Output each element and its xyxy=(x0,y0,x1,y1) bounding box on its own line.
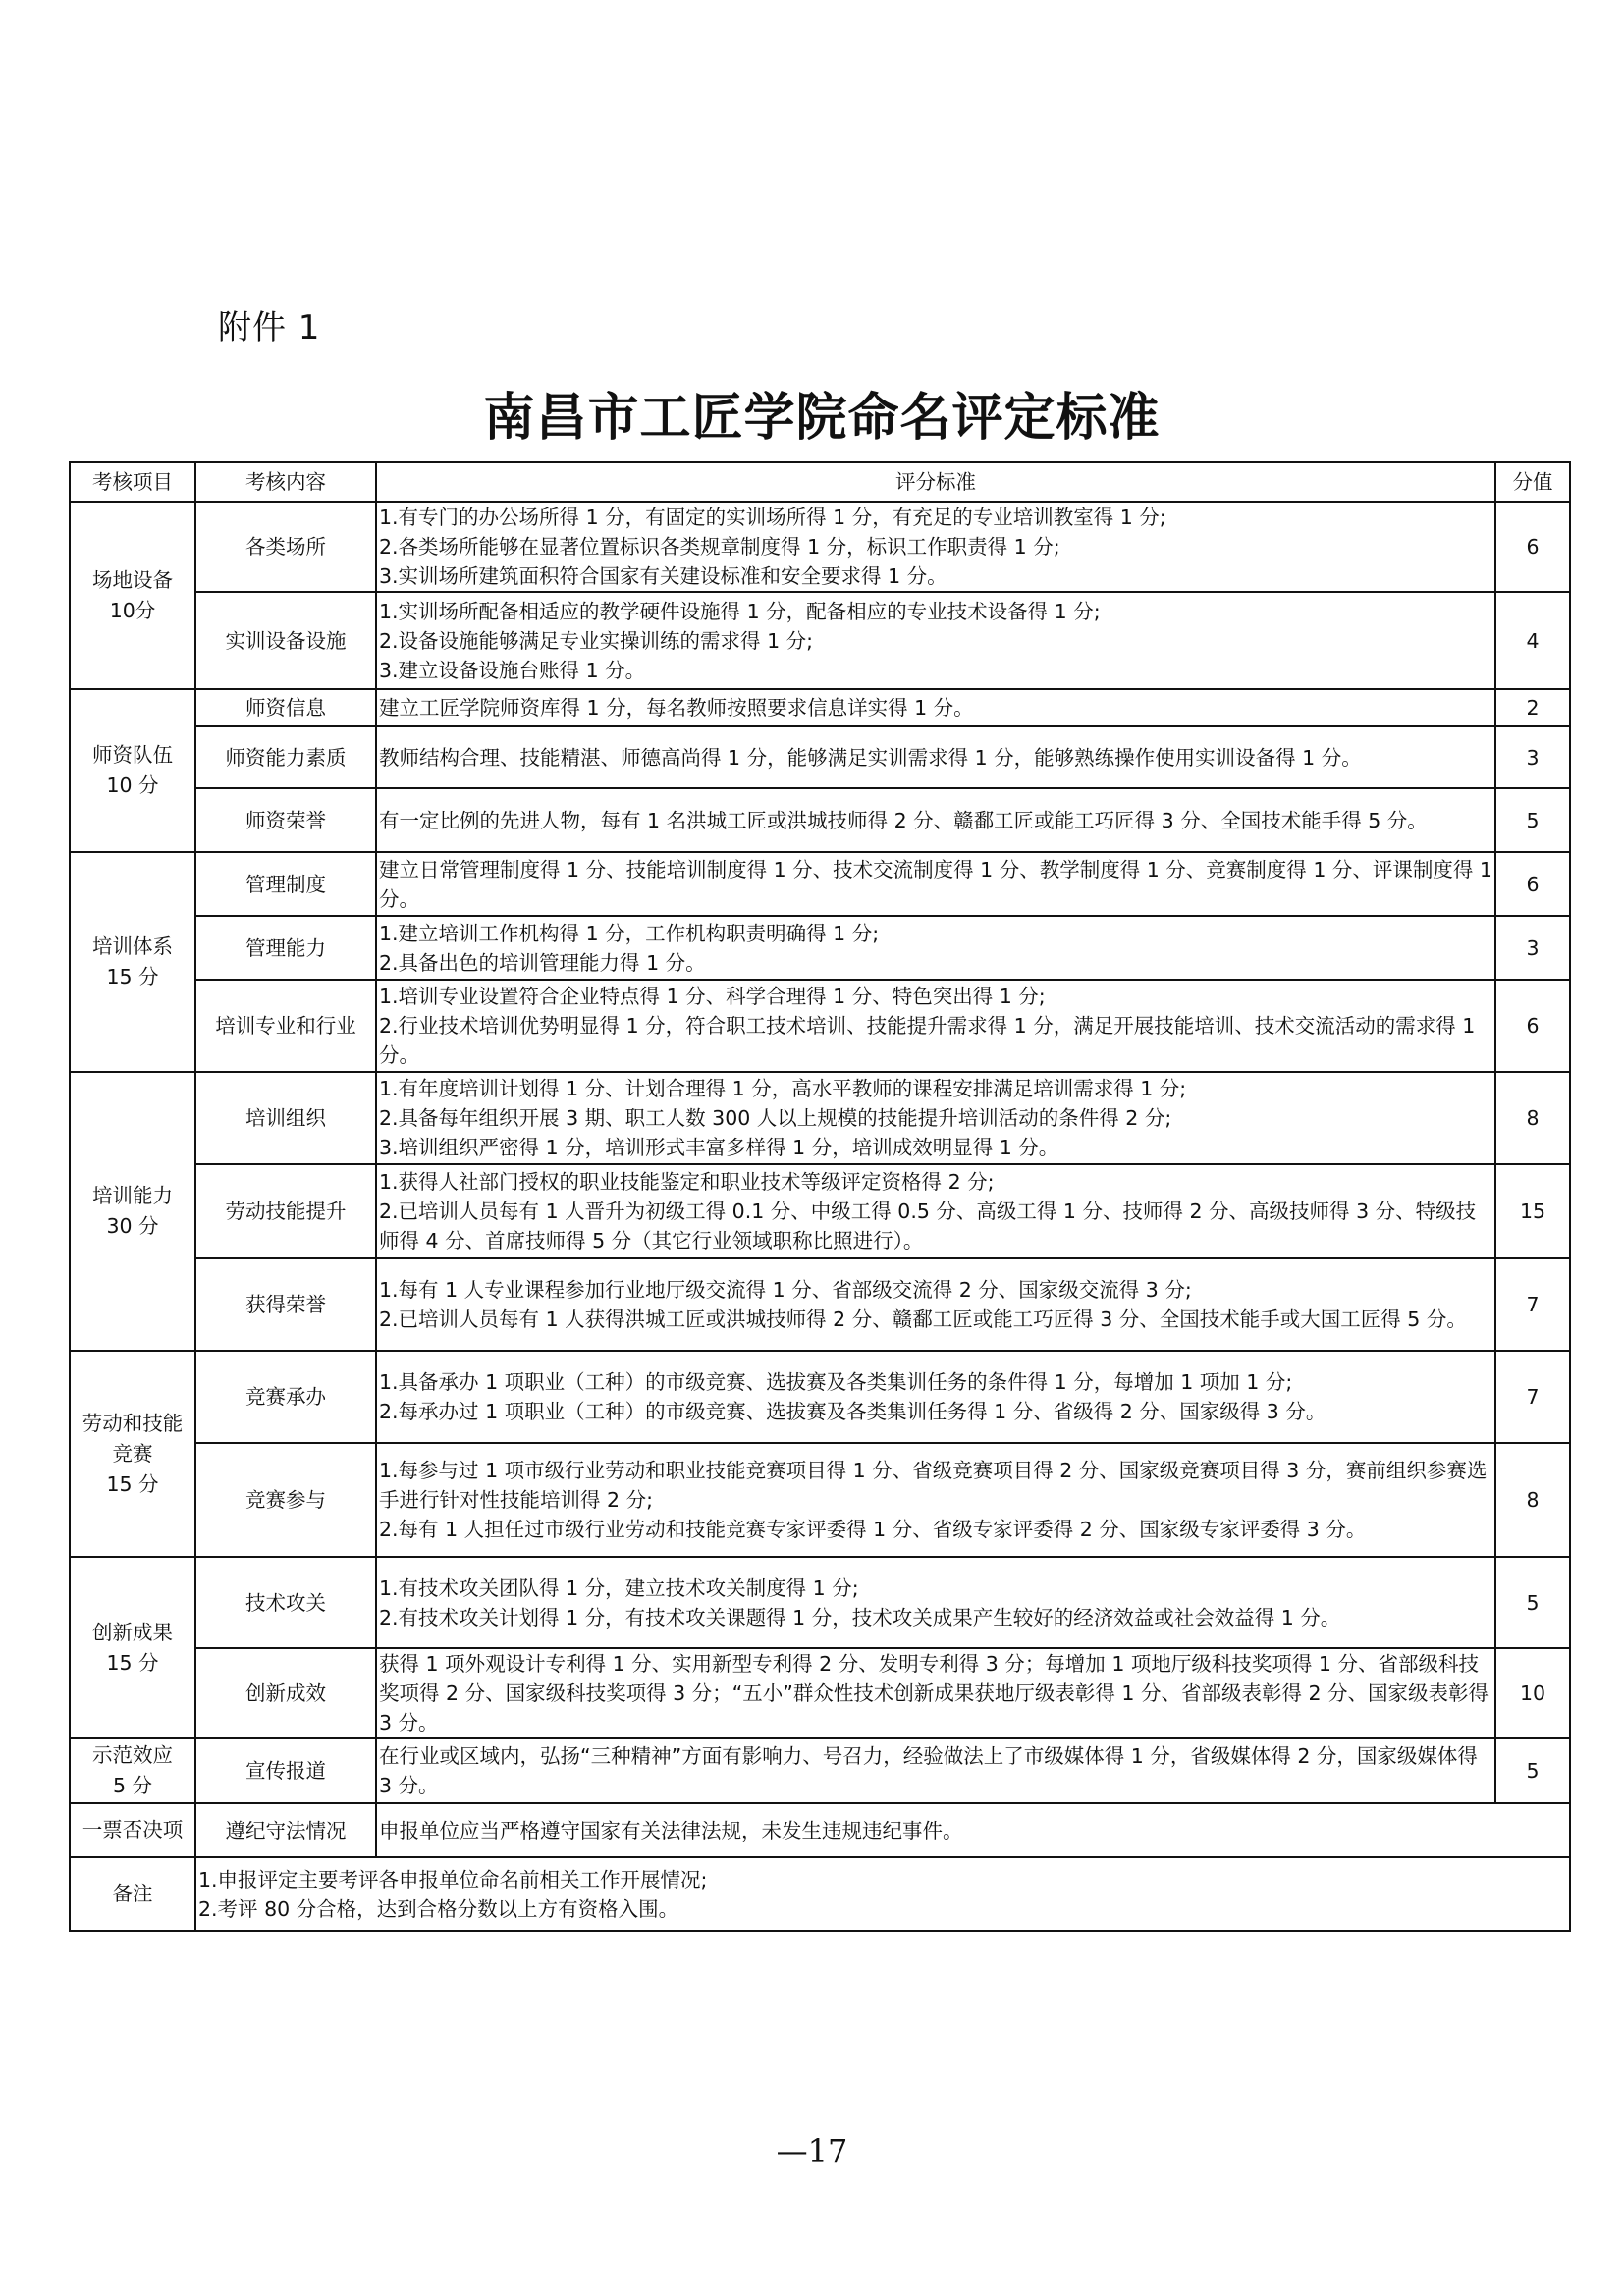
category-cell: 培训体系 15 分 xyxy=(70,852,195,1072)
table-row xyxy=(70,1738,1570,1803)
standard-cell: 有一定比例的先进人物，每有 1 名洪城工匠或洪城技师得 2 分、赣鄱工匠或能工巧匠得 3 分、全国技术能手得 5 分。 xyxy=(376,788,1495,852)
category-cell: 师资队伍 10 分 xyxy=(70,689,195,852)
table-row xyxy=(70,689,1570,726)
standard-cell: 建立日常管理制度得 1 分、技能培训制度得 1 分、技术交流制度得 1 分、教学制度得 1 分、竞赛制度得 1 分、评课制度得 1 分。 xyxy=(376,852,1495,916)
item-cell: 获得荣誉 xyxy=(195,1258,376,1351)
veto-item-cell: 遵纪守法情况 xyxy=(195,1803,376,1857)
score-cell: 5 xyxy=(1495,788,1570,852)
score-cell: 2 xyxy=(1495,689,1570,726)
score-cell: 3 xyxy=(1495,916,1570,980)
table-row xyxy=(70,788,1570,852)
score-cell: 7 xyxy=(1495,1258,1570,1351)
table-row xyxy=(70,592,1570,689)
table-row xyxy=(70,726,1570,788)
attachment-label: 附件 1 xyxy=(218,308,321,347)
standard-cell: 1.培训专业设置符合企业特点得 1 分、科学合理得 1 分、特色突出得 1 分; 2.行业技术培训优势明显得 1 分，符合职工技术培训、技能提升需求得 1 分，满足开展技能培训、技术交流活动的需求得 1 分。 xyxy=(376,980,1495,1072)
score-cell: 8 xyxy=(1495,1443,1570,1557)
score-cell: 15 xyxy=(1495,1164,1570,1258)
column-header-standard: 评分标准 xyxy=(376,462,1495,502)
item-cell: 培训组织 xyxy=(195,1072,376,1164)
standard-cell: 1.建立培训工作机构得 1 分，工作机构职责明确得 1 分; 2.具备出色的培训管理能力得 1 分。 xyxy=(376,916,1495,980)
score-cell: 6 xyxy=(1495,980,1570,1072)
page-number: —17 xyxy=(776,2132,848,2169)
table-row xyxy=(70,980,1570,1072)
column-header-score: 分值 xyxy=(1495,462,1570,502)
column-header-category: 考核项目 xyxy=(70,462,195,502)
score-cell: 4 xyxy=(1495,592,1570,689)
column-header-item: 考核内容 xyxy=(195,462,376,502)
standard-cell: 1.每参与过 1 项市级行业劳动和职业技能竞赛项目得 1 分、省级竞赛项目得 2 分、国家级竞赛项目得 3 分，赛前组织参赛选手进行针对性技能培训得 2 分; 2.每有 1 人担任过市级行业劳动和技能竞赛专家评委得 1 分、省级专家评委得 2 分、国家级专家评委得 3 分。 xyxy=(376,1443,1495,1557)
item-cell: 师资能力素质 xyxy=(195,726,376,788)
standard-cell: 在行业或区域内，弘扬“三种精神”方面有影响力、号召力，经验做法上了市级媒体得 1 分，省级媒体得 2 分，国家级媒体得 3 分。 xyxy=(376,1738,1495,1803)
item-cell: 实训设备设施 xyxy=(195,592,376,689)
veto-row xyxy=(70,1803,1570,1857)
veto-standard-cell: 申报单位应当严格遵守国家有关法律法规，未发生违规违纪事件。 xyxy=(376,1803,1570,1857)
standard-cell: 1.有专门的办公场所得 1 分，有固定的实训场所得 1 分，有充足的专业培训教室得 1 分; 2.各类场所能够在显著位置标识各类规章制度得 1 分，标识工作职责得 1 分; 3.实训场所建筑面积符合国家有关建设标准和安全要求得 1 分。 xyxy=(376,502,1495,592)
item-cell: 各类场所 xyxy=(195,502,376,592)
item-cell: 技术攻关 xyxy=(195,1557,376,1648)
item-cell: 管理制度 xyxy=(195,852,376,916)
category-cell: 示范效应 5 分 xyxy=(70,1738,195,1803)
document-title: 南昌市工匠学院命名评定标准 xyxy=(483,388,1161,448)
standard-cell: 教师结构合理、技能精湛、师德高尚得 1 分，能够满足实训需求得 1 分，能够熟练操作使用实训设备得 1 分。 xyxy=(376,726,1495,788)
category-cell: 场地设备 10分 xyxy=(70,502,195,689)
table-row xyxy=(70,1258,1570,1351)
item-cell: 竞赛参与 xyxy=(195,1443,376,1557)
standard-cell: 1.有技术攻关团队得 1 分，建立技术攻关制度得 1 分; 2.有技术攻关计划得 1 分，有技术攻关课题得 1 分，技术攻关成果产生较好的经济效益或社会效益得 1 分。 xyxy=(376,1557,1495,1648)
standard-cell: 1.每有 1 人专业课程参加行业地厅级交流得 1 分、省部级交流得 2 分、国家级交流得 3 分; 2.已培训人员每有 1 人获得洪城工匠或洪城技师得 2 分、赣鄱工匠或能工巧匠得 3 分、全国技术能手或大国工匠得 5 分。 xyxy=(376,1258,1495,1351)
score-cell: 5 xyxy=(1495,1557,1570,1648)
standard-cell: 1.有年度培训计划得 1 分、计划合理得 1 分，高水平教师的课程安排满足培训需求得 1 分; 2.具备每年组织开展 3 期、职工人数 300 人以上规模的技能提升培训活动的条件得 2 分; 3.培训组织严密得 1 分，培训形式丰富多样得 1 分，培训成效明显得 1 分。 xyxy=(376,1072,1495,1164)
item-cell: 创新成效 xyxy=(195,1648,376,1738)
score-cell: 6 xyxy=(1495,502,1570,592)
table-row xyxy=(70,1648,1570,1738)
score-cell: 5 xyxy=(1495,1738,1570,1803)
standard-cell: 获得 1 项外观设计专利得 1 分、实用新型专利得 2 分、发明专利得 3 分；每增加 1 项地厅级科技奖项得 1 分、省部级科技奖项得 2 分、国家级科技奖项得 3 分；“五小”群众性技术创新成果获地厅级表彰得 1 分、省部级表彰得 2 分、国家级表彰得 3 分。 xyxy=(376,1648,1495,1738)
remarks-label-cell: 备注 xyxy=(70,1857,195,1931)
score-cell: 6 xyxy=(1495,852,1570,916)
item-cell: 师资荣誉 xyxy=(195,788,376,852)
table-row xyxy=(70,1072,1570,1164)
table-row xyxy=(70,852,1570,916)
table-row xyxy=(70,916,1570,980)
remarks-text-cell: 1.申报评定主要考评各申报单位命名前相关工作开展情况; 2.考评 80 分合格，达到合格分数以上方有资格入围。 xyxy=(195,1857,1570,1931)
table-row xyxy=(70,502,1570,592)
item-cell: 宣传报道 xyxy=(195,1738,376,1803)
table-header-row xyxy=(70,462,1570,502)
category-cell: 劳动和技能 竞赛 15 分 xyxy=(70,1351,195,1557)
score-cell: 10 xyxy=(1495,1648,1570,1738)
score-cell: 8 xyxy=(1495,1072,1570,1164)
table-row xyxy=(70,1443,1570,1557)
table-row xyxy=(70,1557,1570,1648)
item-cell: 培训专业和行业 xyxy=(195,980,376,1072)
category-cell: 培训能力 30 分 xyxy=(70,1072,195,1351)
standard-cell: 1.获得人社部门授权的职业技能鉴定和职业技术等级评定资格得 2 分; 2.已培训人员每有 1 人晋升为初级工得 0.1 分、中级工得 0.5 分、高级工得 1 分、技师得 2 分、高级技师得 3 分、特级技师得 4 分、首席技师得 5 分（其它行业领域职称比照进行）。 xyxy=(376,1164,1495,1258)
veto-category-cell: 一票否决项 xyxy=(70,1803,195,1857)
score-cell: 3 xyxy=(1495,726,1570,788)
item-cell: 师资信息 xyxy=(195,689,376,726)
category-cell: 创新成果 15 分 xyxy=(70,1557,195,1738)
item-cell: 管理能力 xyxy=(195,916,376,980)
score-cell: 7 xyxy=(1495,1351,1570,1443)
table-row xyxy=(70,1164,1570,1258)
standard-cell: 建立工匠学院师资库得 1 分，每名教师按照要求信息详实得 1 分。 xyxy=(376,689,1495,726)
standard-cell: 1.具备承办 1 项职业（工种）的市级竞赛、选拔赛及各类集训任务的条件得 1 分，每增加 1 项加 1 分; 2.每承办过 1 项职业（工种）的市级竞赛、选拔赛及各类集训任务得 1 分、省级得 2 分、国家级得 3 分。 xyxy=(376,1351,1495,1443)
item-cell: 劳动技能提升 xyxy=(195,1164,376,1258)
remarks-row xyxy=(70,1857,1570,1931)
item-cell: 竞赛承办 xyxy=(195,1351,376,1443)
criteria-body xyxy=(70,502,1570,1931)
table-row xyxy=(70,1351,1570,1443)
criteria-table xyxy=(69,461,1571,1932)
standard-cell: 1.实训场所配备相适应的教学硬件设施得 1 分，配备相应的专业技术设备得 1 分; 2.设备设施能够满足专业实操训练的需求得 1 分; 3.建立设备设施台账得 1 分。 xyxy=(376,592,1495,689)
